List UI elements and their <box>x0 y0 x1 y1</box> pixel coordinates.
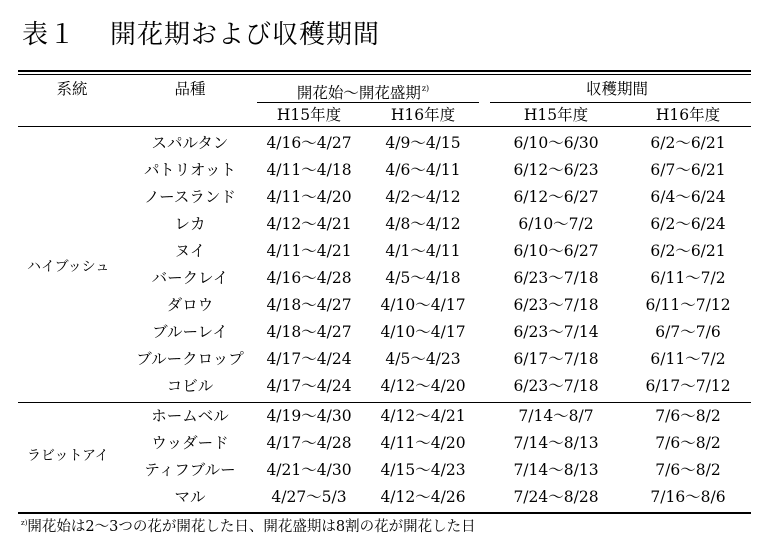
flowering-h15-cell: 4/12～4/21 <box>266 215 352 233</box>
table-row <box>0 403 762 430</box>
table-row <box>0 265 762 292</box>
flowering-h16-cell: 4/10～4/17 <box>380 323 466 341</box>
harvest-h16-cell: 6/11～7/2 <box>650 350 726 368</box>
variety-cell: コビル <box>166 377 214 395</box>
flowering-h16-cell: 4/6～4/11 <box>385 161 461 179</box>
harvest-h15-cell: 6/23～7/14 <box>513 323 599 341</box>
table-row <box>0 157 762 184</box>
header-year-h16: H16年度 <box>655 106 721 124</box>
header-variety: 品種 <box>174 80 206 98</box>
variety-cell: ブルークロップ <box>136 350 244 368</box>
harvest-h15-cell: 6/23～7/18 <box>513 296 599 314</box>
flowering-h16-cell: 4/10～4/17 <box>380 296 466 314</box>
flowering-subrule <box>257 102 479 103</box>
flowering-h15-cell: 4/16～4/27 <box>266 134 352 152</box>
flowering-h15-cell: 4/19～4/30 <box>266 407 352 425</box>
group-divider-rule <box>18 402 751 403</box>
flowering-h15-cell: 4/11～4/21 <box>266 242 352 260</box>
harvest-h15-cell: 6/23～7/18 <box>513 269 599 287</box>
harvest-h15-cell: 6/10～6/30 <box>513 134 599 152</box>
flowering-h15-cell: 4/17～4/28 <box>266 434 352 452</box>
harvest-h15-cell: 6/12～6/27 <box>513 188 599 206</box>
flowering-h15-cell: 4/18～4/27 <box>266 323 352 341</box>
bottom-rule <box>18 512 751 514</box>
top-rule <box>18 70 751 72</box>
flowering-h16-cell: 4/9～4/15 <box>385 134 461 152</box>
variety-cell: マル <box>174 488 206 506</box>
harvest-h15-cell: 7/24～8/28 <box>513 488 599 506</box>
harvest-h16-cell: 6/17～7/12 <box>645 377 731 395</box>
flowering-h16-cell: 4/2～4/12 <box>385 188 461 206</box>
harvest-h16-cell: 6/11～7/2 <box>650 269 726 287</box>
flowering-h15-cell: 4/21～4/30 <box>266 461 352 479</box>
table-caption: 開花期および収穫期間 <box>110 20 381 50</box>
table-row <box>0 184 762 211</box>
variety-cell: ブルーレイ <box>152 323 228 341</box>
flowering-h16-cell: 4/1～4/11 <box>385 242 461 260</box>
variety-cell: ウッダード <box>151 434 229 452</box>
variety-cell: パトリオット <box>143 161 237 179</box>
table-row <box>0 346 762 373</box>
header-system: 系統 <box>56 80 88 98</box>
harvest-h16-cell: 7/16～8/6 <box>650 488 726 506</box>
harvest-h16-cell: 6/2～6/21 <box>650 242 726 260</box>
harvest-h16-cell: 6/7～7/6 <box>655 323 721 341</box>
header-year-f15: H15年度 <box>276 106 342 124</box>
table-row <box>0 430 762 457</box>
footnote <box>20 515 476 536</box>
variety-cell: スパルタン <box>151 134 229 152</box>
group-label-rabbiteye: ラビットアイ <box>27 448 109 464</box>
flowering-h15-cell: 4/16～4/28 <box>266 269 352 287</box>
footnote-text: 開花始は2～3つの花が開花した日、開花盛期は8割の花が開花した日 <box>27 519 476 535</box>
flowering-h16-cell: 4/5～4/18 <box>385 269 461 287</box>
top-rule-inner <box>18 74 751 75</box>
harvest-h16-cell: 6/7～6/21 <box>650 161 726 179</box>
table-number: 表１ <box>22 20 77 50</box>
flowering-h15-cell: 4/18～4/27 <box>266 296 352 314</box>
variety-cell: ヌイ <box>174 242 206 260</box>
header-rule <box>18 126 751 127</box>
variety-cell: レカ <box>174 215 206 233</box>
harvest-h15-cell: 6/12～6/23 <box>513 161 599 179</box>
harvest-h15-cell: 6/23～7/18 <box>513 377 599 395</box>
harvest-h16-cell: 6/2～6/24 <box>650 215 726 233</box>
flowering-h16-cell: 4/5～4/23 <box>385 350 461 368</box>
harvest-h15-cell: 6/17～7/18 <box>513 350 599 368</box>
harvest-subrule <box>490 102 751 103</box>
harvest-h15-cell: 7/14～8/13 <box>513 461 599 479</box>
table-row <box>0 292 762 319</box>
harvest-h16-cell: 7/6～8/2 <box>655 461 721 479</box>
group-label-highbush: ハイブッシュ <box>27 259 110 275</box>
harvest-h16-cell: 7/6～8/2 <box>655 434 721 452</box>
flowering-h16-cell: 4/15～4/23 <box>380 461 466 479</box>
table-title <box>22 14 380 51</box>
table-row <box>0 319 762 346</box>
table-row <box>0 484 762 511</box>
variety-cell: ダロウ <box>166 296 214 314</box>
header-flowering: 開花始～開花盛期$^{z)}$ <box>296 84 430 102</box>
harvest-h15-cell: 6/10～6/27 <box>513 242 599 260</box>
flowering-h16-cell: 4/12～4/20 <box>380 377 466 395</box>
flowering-h15-cell: 4/11～4/20 <box>266 188 352 206</box>
harvest-h16-cell: 6/2～6/21 <box>650 134 726 152</box>
table-row <box>0 457 762 484</box>
table-row <box>0 373 762 400</box>
harvest-h16-cell: 6/11～7/12 <box>645 296 731 314</box>
flowering-h15-cell: 4/27～5/3 <box>271 488 347 506</box>
footnote-mark: z) <box>21 519 28 527</box>
variety-cell: ノースランド <box>144 188 236 206</box>
harvest-h15-cell: 7/14～8/13 <box>513 434 599 452</box>
variety-cell: ホームベル <box>151 407 229 425</box>
table-row <box>0 130 762 157</box>
harvest-h15-cell: 7/14～8/7 <box>518 407 594 425</box>
flowering-h16-cell: 4/12～4/21 <box>380 407 466 425</box>
variety-cell: バークレイ <box>151 269 229 287</box>
header-year-h15: H15年度 <box>523 106 589 124</box>
flowering-h16-cell: 4/11～4/20 <box>380 434 466 452</box>
flowering-h16-cell: 4/8～4/12 <box>385 215 461 233</box>
flowering-h15-cell: 4/17～4/24 <box>266 377 352 395</box>
flowering-h16-cell: 4/12～4/26 <box>380 488 466 506</box>
header-year-f16: H16年度 <box>390 106 456 124</box>
harvest-h15-cell: 6/10～7/2 <box>518 215 594 233</box>
variety-cell: ティフブルー <box>144 461 236 479</box>
harvest-h16-cell: 7/6～8/2 <box>655 407 721 425</box>
harvest-h16-cell: 6/4～6/24 <box>650 188 726 206</box>
header-flowering-note: z) <box>421 84 430 93</box>
table-row <box>0 238 762 265</box>
table-row <box>0 211 762 238</box>
flowering-h15-cell: 4/11～4/18 <box>266 161 352 179</box>
flowering-h15-cell: 4/17～4/24 <box>266 350 352 368</box>
header-harvest: 収穫期間 <box>585 80 649 98</box>
